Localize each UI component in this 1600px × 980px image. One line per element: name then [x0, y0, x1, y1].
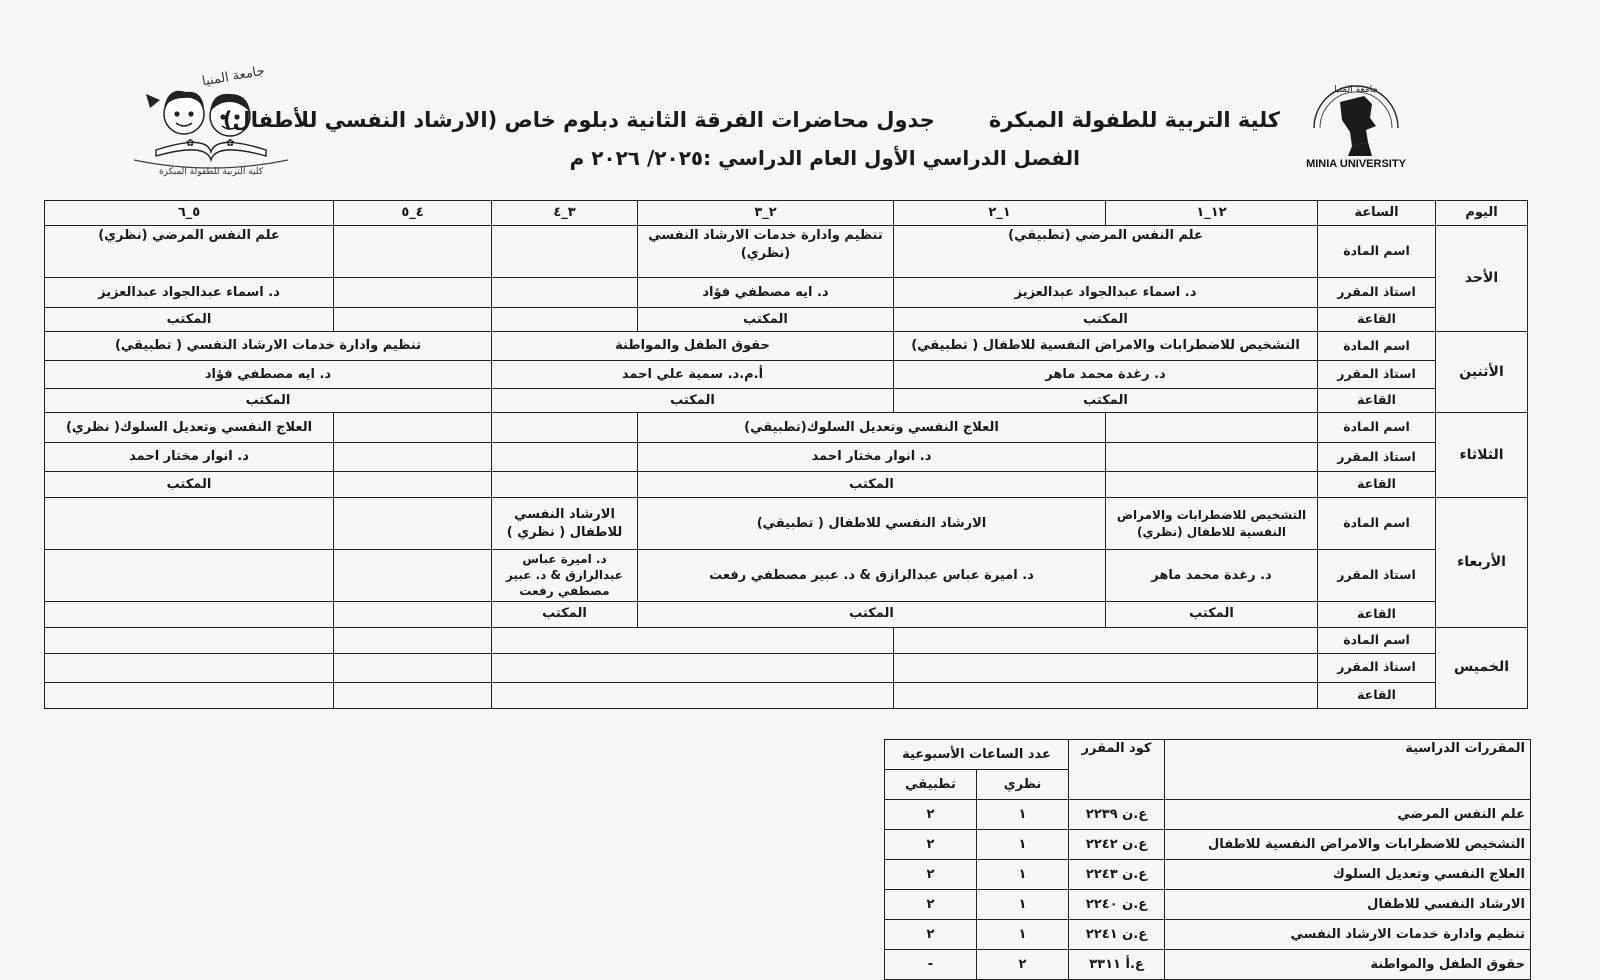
course-practical: ٢	[885, 920, 977, 950]
slot-2: ١_٢	[894, 201, 1106, 226]
courses-header-theory: نظري	[977, 770, 1069, 800]
schedule-cell: د. رغدة محمد ماهر	[1106, 550, 1318, 602]
course-practical: ٢	[885, 800, 977, 830]
schedule-cell	[492, 413, 638, 443]
schedule-cell: المكتب	[45, 308, 334, 332]
schedule-cell	[334, 278, 492, 308]
slot-1: ١٢_١	[1106, 201, 1318, 226]
day-header: اليوم	[1436, 201, 1528, 226]
courses-header-code: كود المقرر	[1069, 740, 1165, 800]
college-logo-text: كلية التربية للطفولة المبكرة	[158, 167, 264, 177]
table-row	[45, 472, 1528, 498]
schedule-cell	[334, 498, 492, 550]
college-name: كلية التربية للطفولة المبكرة	[988, 108, 1280, 132]
course-practical: ٢	[885, 890, 977, 920]
table-row	[45, 361, 1528, 389]
schedule-cell: د. انوار مختار احمد	[638, 443, 1106, 472]
subject-label: اسم المادة	[1318, 498, 1436, 550]
schedule-cell: د. اميرة عباس عبدالرازق & د. عبير مصطفي رفعت	[638, 550, 1106, 602]
schedule-cell	[334, 627, 492, 653]
schedule-cell	[334, 653, 492, 682]
course-theory: ١	[977, 920, 1069, 950]
schedule-table	[44, 200, 1528, 709]
instructor-label: استاذ المقرر	[1318, 443, 1436, 472]
course-code: ع.ن ٢٢٤٢	[1069, 830, 1165, 860]
course-name: التشخيص للاضطرابات والامراض النفسية للاطفال	[1165, 830, 1531, 860]
schedule-cell	[334, 443, 492, 472]
schedule-cell: حقوق الطفل والمواطنة	[492, 332, 894, 361]
table-row	[45, 278, 1528, 308]
schedule-cell	[492, 627, 894, 653]
schedule-cell: المكتب	[894, 308, 1318, 332]
schedule-cell: علم النفس المرضي (تطبيقي)	[894, 226, 1318, 278]
schedule-cell	[334, 308, 492, 332]
course-theory: ١	[977, 800, 1069, 830]
subject-label: اسم المادة	[1318, 332, 1436, 361]
slot-4: ٣_٤	[492, 201, 638, 226]
schedule-cell: د. ايه مصطفي فؤاد	[45, 361, 492, 389]
schedule-cell	[45, 601, 334, 627]
course-name: العلاج النفسي وتعديل السلوك	[1165, 860, 1531, 890]
schedule-cell: المكتب	[45, 472, 334, 498]
course-name: تنظيم وادارة خدمات الارشاد النفسي	[1165, 920, 1531, 950]
table-row	[45, 550, 1528, 602]
schedule-cell	[45, 498, 334, 550]
day-monday: الأثنين	[1436, 332, 1528, 413]
day-tuesday: الثلاثاء	[1436, 413, 1528, 498]
schedule-cell: المكتب	[492, 601, 638, 627]
subject-label: اسم المادة	[1318, 226, 1436, 278]
day-thursday: الخميس	[1436, 627, 1528, 708]
room-label: القاعة	[1318, 472, 1436, 498]
schedule-cell	[45, 653, 334, 682]
course-code: ع.ن ٢٢٣٩	[1069, 800, 1165, 830]
table-row	[45, 389, 1528, 413]
schedule-cell: المكتب	[638, 308, 894, 332]
course-code: ع.ن ٢٢٤٠	[1069, 890, 1165, 920]
table-row	[45, 653, 1528, 682]
schedule-cell: علم النفس المرضي (نظري)	[45, 226, 334, 278]
schedule-cell: الارشاد النفسي للاطفال ( نظري )	[492, 498, 638, 550]
room-label: القاعة	[1318, 601, 1436, 627]
table-row	[45, 498, 1528, 550]
course-theory: ١	[977, 890, 1069, 920]
course-name: علم النفس المرضي	[1165, 800, 1531, 830]
courses-table	[884, 739, 1531, 980]
course-code: ع.أ ٣٣١١	[1069, 950, 1165, 980]
schedule-cell: المكتب	[894, 389, 1318, 413]
slot-3: ٢_٣	[638, 201, 894, 226]
schedule-cell	[492, 472, 638, 498]
table-row	[45, 682, 1528, 708]
course-practical: -	[885, 950, 977, 980]
day-wednesday: الأربعاء	[1436, 498, 1528, 628]
schedule-cell	[45, 682, 334, 708]
schedule-cell	[492, 682, 894, 708]
table-row	[885, 830, 1531, 860]
course-code: ع.ن ٢٢٤٣	[1069, 860, 1165, 890]
room-label: القاعة	[1318, 682, 1436, 708]
course-code: ع.ن ٢٢٤١	[1069, 920, 1165, 950]
schedule-cell: المكتب	[638, 472, 1106, 498]
schedule-cell	[1106, 472, 1318, 498]
instructor-label: استاذ المقرر	[1318, 653, 1436, 682]
slot-6: ٥_٦	[45, 201, 334, 226]
svg-text:جامعة المنيا: جامعة المنيا	[1334, 85, 1378, 95]
minia-logo-text: MINIA UNIVERSITY	[1306, 158, 1406, 170]
schedule-cell: د. اسماء عبدالجواد عبدالعزيز	[45, 278, 334, 308]
day-sunday: الأحد	[1436, 226, 1528, 332]
schedule-cell	[334, 682, 492, 708]
schedule-cell: د. رغدة محمد ماهر	[894, 361, 1318, 389]
schedule-cell	[1106, 443, 1318, 472]
schedule-cell	[492, 226, 638, 278]
table-row	[45, 627, 1528, 653]
schedule-cell: العلاج النفسي وتعديل السلوك(تطبيقي)	[638, 413, 1106, 443]
schedule-cell	[1106, 413, 1318, 443]
schedule-cell	[334, 601, 492, 627]
schedule-cell: المكتب	[638, 601, 1106, 627]
schedule-cell	[492, 278, 638, 308]
schedule-cell: التشخيص للاضطرابات والامراض النفسية للاطفال ( تطبيقي)	[894, 332, 1318, 361]
time-header: الساعة	[1318, 201, 1436, 226]
schedule-title: جدول محاضرات الفرقة الثانية دبلوم خاص (الارشاد النفسي للأطفال)	[222, 108, 935, 132]
table-row	[45, 443, 1528, 472]
schedule-cell: د. اميرة عباس عبدالرازق & د. عبير مصطفي رفعت	[492, 550, 638, 602]
course-name: حقوق الطفل والمواطنة	[1165, 950, 1531, 980]
subject-label: اسم المادة	[1318, 413, 1436, 443]
schedule-cell	[492, 443, 638, 472]
table-row	[885, 800, 1531, 830]
course-theory: ٢	[977, 950, 1069, 980]
table-row	[45, 601, 1528, 627]
schedule-cell	[492, 308, 638, 332]
schedule-cell	[334, 550, 492, 602]
instructor-label: استاذ المقرر	[1318, 361, 1436, 389]
courses-header-name: المقررات الدراسية	[1165, 740, 1531, 800]
schedule-cell	[45, 627, 334, 653]
schedule-cell	[334, 413, 492, 443]
schedule-cell: التشخيص للاضطرابات والامراض النفسية للاطفال (نظري)	[1106, 498, 1318, 550]
course-theory: ١	[977, 830, 1069, 860]
courses-header-row	[885, 740, 1531, 770]
room-label: القاعة	[1318, 389, 1436, 413]
schedule-cell: العلاج النفسي وتعديل السلوك( نظري)	[45, 413, 334, 443]
schedule-cell: المكتب	[1106, 601, 1318, 627]
room-label: القاعة	[1318, 308, 1436, 332]
svg-text:✿: ✿	[186, 138, 195, 149]
schedule-cell	[45, 550, 334, 602]
schedule-cell: أ.م.د. سمية علي احمد	[492, 361, 894, 389]
schedule-header-row	[45, 201, 1528, 226]
schedule-cell: د. ايه مصطفي فؤاد	[638, 278, 894, 308]
table-row	[885, 950, 1531, 980]
svg-text:✿: ✿	[226, 138, 235, 149]
courses-header-hours: عدد الساعات الأسبوعية	[885, 740, 1069, 770]
table-row	[885, 860, 1531, 890]
schedule-cell	[894, 627, 1318, 653]
table-row	[45, 308, 1528, 332]
document-title	[222, 108, 1280, 132]
schedule-cell: تنظيم وادارة خدمات الارشاد النفسي (نظري)	[638, 226, 894, 278]
course-practical: ٢	[885, 860, 977, 890]
slot-5: ٤_٥	[334, 201, 492, 226]
table-row	[45, 226, 1528, 278]
course-practical: ٢	[885, 830, 977, 860]
table-row	[45, 332, 1528, 361]
schedule-cell: د. انوار مختار احمد	[45, 443, 334, 472]
schedule-cell	[894, 682, 1318, 708]
schedule-cell: الارشاد النفسي للاطفال ( تطبيقي)	[638, 498, 1106, 550]
course-name: الارشاد النفسي للاطفال	[1165, 890, 1531, 920]
instructor-label: استاذ المقرر	[1318, 278, 1436, 308]
schedule-cell	[894, 653, 1318, 682]
course-theory: ١	[977, 860, 1069, 890]
table-row	[885, 920, 1531, 950]
table-row	[45, 413, 1528, 443]
schedule-cell: تنظيم وادارة خدمات الارشاد النفسي ( تطبيقي)	[45, 332, 492, 361]
schedule-cell	[334, 226, 492, 278]
schedule-cell: د. اسماء عبدالجواد عبدالعزيز	[894, 278, 1318, 308]
schedule-cell: المكتب	[45, 389, 492, 413]
minia-university-logo	[1300, 70, 1412, 170]
semester-line: الفصل الدراسي الأول العام الدراسي :٢٠٢٥/ ٢٠٢٦ م	[569, 146, 1080, 170]
svg-text:جامعة المنيا: جامعة المنيا	[200, 63, 266, 90]
schedule-cell: المكتب	[492, 389, 894, 413]
schedule-cell	[334, 472, 492, 498]
courses-header-practical: تطبيقي	[885, 770, 977, 800]
subject-label: اسم المادة	[1318, 627, 1436, 653]
table-row	[885, 890, 1531, 920]
schedule-cell	[492, 653, 894, 682]
instructor-label: استاذ المقرر	[1318, 550, 1436, 602]
